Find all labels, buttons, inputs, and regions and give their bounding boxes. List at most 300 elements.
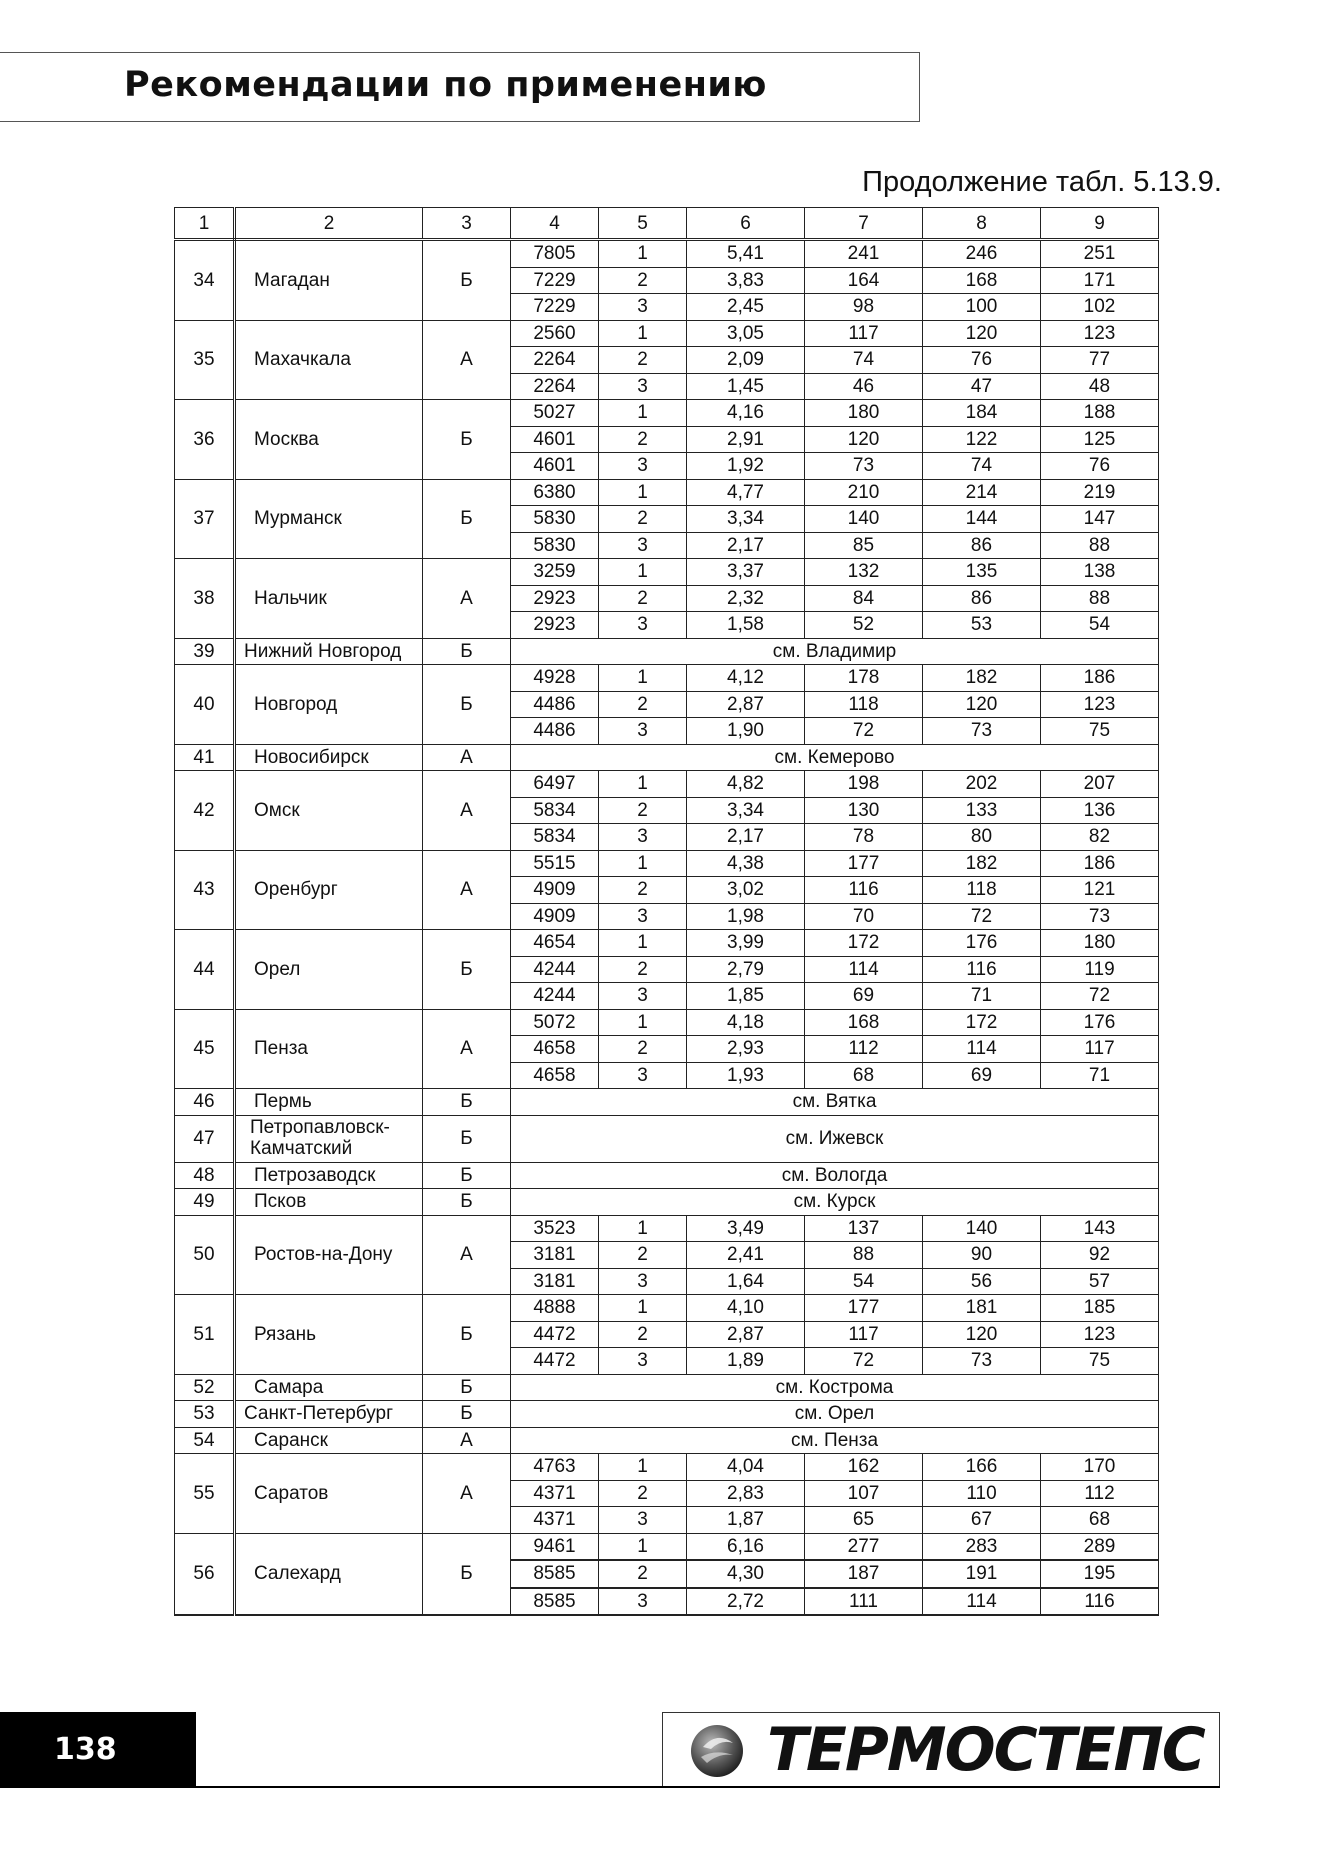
table-cell: 112: [805, 1036, 923, 1063]
table-cell: 69: [923, 1062, 1041, 1089]
table-cell: 88: [1041, 532, 1159, 559]
table-cell: 147: [1041, 506, 1159, 533]
table-cell: 135: [923, 559, 1041, 586]
table-cell: 1,89: [687, 1348, 805, 1375]
table-row: [175, 1089, 1159, 1116]
table-cell: 125: [1041, 426, 1159, 453]
table-cell: 111: [805, 1588, 923, 1616]
table-cell: 3523: [511, 1215, 599, 1242]
table-cell: 75: [1041, 718, 1159, 745]
table-cell: 2,83: [687, 1480, 805, 1507]
table-cell: 2: [599, 956, 687, 983]
table-cell: 116: [805, 877, 923, 904]
table-cell: 71: [923, 983, 1041, 1010]
table-cell: 2,41: [687, 1242, 805, 1269]
table-cell: 2: [599, 585, 687, 612]
column-header: 3: [423, 208, 511, 240]
table-cell: 1: [599, 1215, 687, 1242]
row-number: 43: [175, 850, 235, 930]
table-cell: 4763: [511, 1454, 599, 1481]
table-cell: 68: [1041, 1507, 1159, 1534]
column-header: 7: [805, 208, 923, 240]
table-cell: 171: [1041, 267, 1159, 294]
table-row: [175, 1189, 1159, 1216]
table-cell: 73: [805, 453, 923, 480]
table-cell: 77: [1041, 347, 1159, 374]
table-cell: 1: [599, 400, 687, 427]
table-cell: 86: [923, 532, 1041, 559]
table-row: [175, 744, 1159, 771]
table-cell: 110: [923, 1480, 1041, 1507]
city-category: Б: [423, 1089, 511, 1116]
table-cell: 4371: [511, 1480, 599, 1507]
table-cell: 3,34: [687, 506, 805, 533]
table-cell: 2: [599, 426, 687, 453]
table-cell: 2,45: [687, 294, 805, 321]
table-cell: 88: [1041, 585, 1159, 612]
city-category: Б: [423, 930, 511, 1010]
table-cell: 246: [923, 240, 1041, 268]
city-name: Орел: [235, 930, 423, 1010]
table-cell: 4,77: [687, 479, 805, 506]
table-cell: 3: [599, 1348, 687, 1375]
table-cell: 137: [805, 1215, 923, 1242]
table-cell: 112: [1041, 1480, 1159, 1507]
table-cell: 3,05: [687, 320, 805, 347]
table-cell: 219: [1041, 479, 1159, 506]
city-name: Омск: [235, 771, 423, 851]
table-cell: 120: [923, 1321, 1041, 1348]
brand-logo: [662, 1712, 1220, 1786]
brand-name: ТЕРМОСТЕПС: [767, 1715, 1204, 1785]
table-cell: 2,87: [687, 1321, 805, 1348]
table-cell: 114: [923, 1588, 1041, 1616]
table-cell: 72: [923, 903, 1041, 930]
row-number: 54: [175, 1427, 235, 1454]
table-header-row: [175, 208, 1159, 240]
table-cell: 191: [923, 1560, 1041, 1588]
column-header: 2: [235, 208, 423, 240]
table-cell: 195: [1041, 1560, 1159, 1588]
table-cell: 3,99: [687, 930, 805, 957]
city-category: А: [423, 1009, 511, 1089]
city-name: Саранск: [235, 1427, 423, 1454]
table-cell: 241: [805, 240, 923, 268]
table-cell: 2: [599, 347, 687, 374]
table-cell: 3: [599, 1268, 687, 1295]
table-cell: 1,98: [687, 903, 805, 930]
table-cell: 2264: [511, 347, 599, 374]
table-cell: 4,82: [687, 771, 805, 798]
city-name: Магадан: [235, 240, 423, 321]
city-category: Б: [423, 479, 511, 559]
table-cell: 198: [805, 771, 923, 798]
table-cell: 4486: [511, 718, 599, 745]
row-number: 55: [175, 1454, 235, 1534]
table-cell: 4486: [511, 691, 599, 718]
table-cell: 117: [805, 1321, 923, 1348]
table-cell: 130: [805, 797, 923, 824]
city-category: Б: [423, 1401, 511, 1428]
table-cell: 4,16: [687, 400, 805, 427]
table-cell: 120: [923, 320, 1041, 347]
city-category: А: [423, 559, 511, 639]
row-number: 34: [175, 240, 235, 321]
table-cell: 1: [599, 240, 687, 268]
table-cell: 3,34: [687, 797, 805, 824]
table-cell: 181: [923, 1295, 1041, 1322]
table-cell: 177: [805, 850, 923, 877]
table-cell: 72: [805, 1348, 923, 1375]
table-cell: 120: [805, 426, 923, 453]
table-cell: 1: [599, 1009, 687, 1036]
table-cell: 3,02: [687, 877, 805, 904]
city-category: Б: [423, 665, 511, 745]
table-cell: 117: [805, 320, 923, 347]
table-cell: 4,10: [687, 1295, 805, 1322]
table-cell: 52: [805, 612, 923, 639]
reference-cell: см. Вологда: [511, 1162, 1159, 1189]
table-cell: 2: [599, 1036, 687, 1063]
table-cell: 289: [1041, 1533, 1159, 1560]
city-name: Новосибирск: [235, 744, 423, 771]
row-number: 51: [175, 1295, 235, 1375]
table-cell: 8585: [511, 1560, 599, 1588]
table-row: [175, 638, 1159, 665]
table-cell: 57: [1041, 1268, 1159, 1295]
table-cell: 5834: [511, 824, 599, 851]
table-cell: 4,12: [687, 665, 805, 692]
table-cell: 88: [805, 1242, 923, 1269]
table-cell: 68: [805, 1062, 923, 1089]
table-cell: 1: [599, 1533, 687, 1560]
row-number: 46: [175, 1089, 235, 1116]
table-row: [175, 1533, 1159, 1560]
table-cell: 5072: [511, 1009, 599, 1036]
city-name: Петрозаводск: [235, 1162, 423, 1189]
row-number: 44: [175, 930, 235, 1010]
table-cell: 2560: [511, 320, 599, 347]
city-name: Новгород: [235, 665, 423, 745]
table-cell: 3: [599, 532, 687, 559]
data-table: [174, 207, 1159, 1616]
table-cell: 9461: [511, 1533, 599, 1560]
table-cell: 2: [599, 506, 687, 533]
table-cell: 177: [805, 1295, 923, 1322]
page-title: Рекомендации по применению: [124, 65, 767, 105]
table-cell: 114: [805, 956, 923, 983]
city-name: Махачкала: [235, 320, 423, 400]
table-cell: 70: [805, 903, 923, 930]
table-cell: 6,16: [687, 1533, 805, 1560]
table-cell: 54: [805, 1268, 923, 1295]
city-name: Саратов: [235, 1454, 423, 1534]
reference-cell: см. Вятка: [511, 1089, 1159, 1116]
city-category: Б: [423, 1189, 511, 1216]
table-cell: 71: [1041, 1062, 1159, 1089]
table-cell: 1: [599, 771, 687, 798]
table-row: [175, 1374, 1159, 1401]
table-cell: 4472: [511, 1321, 599, 1348]
city-name: Пермь: [235, 1089, 423, 1116]
table-cell: 5830: [511, 532, 599, 559]
table-cell: 186: [1041, 850, 1159, 877]
table-cell: 3,37: [687, 559, 805, 586]
table-cell: 1,90: [687, 718, 805, 745]
table-cell: 8585: [511, 1588, 599, 1616]
table-cell: 1,64: [687, 1268, 805, 1295]
table-row: [175, 850, 1159, 877]
reference-cell: см. Владимир: [511, 638, 1159, 665]
table-cell: 2923: [511, 612, 599, 639]
table-cell: 73: [1041, 903, 1159, 930]
table-cell: 182: [923, 665, 1041, 692]
table-cell: 120: [923, 691, 1041, 718]
table-cell: 123: [1041, 1321, 1159, 1348]
city-category: Б: [423, 1295, 511, 1375]
city-category: Б: [423, 1162, 511, 1189]
row-number: 45: [175, 1009, 235, 1089]
table-cell: 188: [1041, 400, 1159, 427]
row-number: 35: [175, 320, 235, 400]
table-cell: 136: [1041, 797, 1159, 824]
table-cell: 4371: [511, 1507, 599, 1534]
table-cell: 3: [599, 1588, 687, 1616]
table-cell: 7805: [511, 240, 599, 268]
table-cell: 180: [1041, 930, 1159, 957]
city-name: Самара: [235, 1374, 423, 1401]
table-cell: 4472: [511, 1348, 599, 1375]
table-cell: 86: [923, 585, 1041, 612]
table-cell: 2: [599, 877, 687, 904]
table-cell: 187: [805, 1560, 923, 1588]
city-name: Петропавловск-Камчатский: [235, 1115, 423, 1162]
table-cell: 140: [923, 1215, 1041, 1242]
table-cell: 2: [599, 1242, 687, 1269]
table-cell: 78: [805, 824, 923, 851]
row-number: 49: [175, 1189, 235, 1216]
city-name: Мурманск: [235, 479, 423, 559]
table-cell: 283: [923, 1533, 1041, 1560]
table-cell: 3: [599, 983, 687, 1010]
table-cell: 123: [1041, 691, 1159, 718]
reference-cell: см. Кемерово: [511, 744, 1159, 771]
table-cell: 2: [599, 267, 687, 294]
table-row: [175, 1427, 1159, 1454]
table-cell: 3181: [511, 1268, 599, 1295]
table-cell: 4658: [511, 1036, 599, 1063]
row-number: 36: [175, 400, 235, 480]
table-cell: 2,79: [687, 956, 805, 983]
city-name: Москва: [235, 400, 423, 480]
table-cell: 73: [923, 1348, 1041, 1375]
table-cell: 4244: [511, 983, 599, 1010]
city-category: Б: [423, 638, 511, 665]
table-cell: 1: [599, 850, 687, 877]
row-number: 42: [175, 771, 235, 851]
table-cell: 73: [923, 718, 1041, 745]
table-cell: 47: [923, 373, 1041, 400]
table-cell: 5027: [511, 400, 599, 427]
table-row: [175, 771, 1159, 798]
column-header: 9: [1041, 208, 1159, 240]
table-cell: 140: [805, 506, 923, 533]
table-cell: 4244: [511, 956, 599, 983]
table-cell: 80: [923, 824, 1041, 851]
row-number: 53: [175, 1401, 235, 1428]
table-cell: 3: [599, 612, 687, 639]
table-caption: Продолжение табл. 5.13.9.: [862, 166, 1222, 198]
table-cell: 164: [805, 267, 923, 294]
table-cell: 4,18: [687, 1009, 805, 1036]
table-cell: 277: [805, 1533, 923, 1560]
table-cell: 168: [923, 267, 1041, 294]
row-number: 40: [175, 665, 235, 745]
row-number: 56: [175, 1533, 235, 1615]
table-row: [175, 665, 1159, 692]
city-name: Псков: [235, 1189, 423, 1216]
footer-rule: [196, 1786, 1220, 1788]
page-number-box: [0, 1712, 196, 1788]
table-cell: 2,72: [687, 1588, 805, 1616]
table-cell: 98: [805, 294, 923, 321]
table-cell: 107: [805, 1480, 923, 1507]
table-cell: 3: [599, 294, 687, 321]
table-cell: 2,17: [687, 824, 805, 851]
table-cell: 100: [923, 294, 1041, 321]
table-row: [175, 240, 1159, 268]
table-cell: 48: [1041, 373, 1159, 400]
table-cell: 132: [805, 559, 923, 586]
table-cell: 6380: [511, 479, 599, 506]
table-cell: 4654: [511, 930, 599, 957]
city-name: Салехард: [235, 1533, 423, 1615]
row-number: 41: [175, 744, 235, 771]
table-cell: 2923: [511, 585, 599, 612]
table-cell: 2: [599, 1480, 687, 1507]
logo-icon: [689, 1723, 745, 1779]
table-cell: 69: [805, 983, 923, 1010]
table-cell: 162: [805, 1454, 923, 1481]
table-cell: 251: [1041, 240, 1159, 268]
table-cell: 1: [599, 479, 687, 506]
table-cell: 176: [1041, 1009, 1159, 1036]
table-cell: 4601: [511, 426, 599, 453]
table-cell: 65: [805, 1507, 923, 1534]
table-cell: 133: [923, 797, 1041, 824]
table-cell: 1: [599, 1295, 687, 1322]
table-cell: 118: [923, 877, 1041, 904]
table-cell: 123: [1041, 320, 1159, 347]
table-cell: 75: [1041, 1348, 1159, 1375]
table-row: [175, 400, 1159, 427]
table-cell: 82: [1041, 824, 1159, 851]
table-cell: 186: [1041, 665, 1159, 692]
table-row: [175, 479, 1159, 506]
table-row: [175, 1454, 1159, 1481]
city-name: Нижний Новгород: [235, 638, 423, 665]
column-header: 1: [175, 208, 235, 240]
table-cell: 56: [923, 1268, 1041, 1295]
city-name: Нальчик: [235, 559, 423, 639]
table-cell: 3,49: [687, 1215, 805, 1242]
table-row: [175, 930, 1159, 957]
table-cell: 168: [805, 1009, 923, 1036]
table-cell: 72: [805, 718, 923, 745]
table-cell: 1: [599, 930, 687, 957]
reference-cell: см. Орел: [511, 1401, 1159, 1428]
table-cell: 3: [599, 1062, 687, 1089]
table-cell: 202: [923, 771, 1041, 798]
table-cell: 182: [923, 850, 1041, 877]
table-cell: 3: [599, 718, 687, 745]
city-category: Б: [423, 1374, 511, 1401]
reference-cell: см. Курск: [511, 1189, 1159, 1216]
table-cell: 172: [923, 1009, 1041, 1036]
table-cell: 1,93: [687, 1062, 805, 1089]
table-cell: 166: [923, 1454, 1041, 1481]
table-cell: 138: [1041, 559, 1159, 586]
table-cell: 4909: [511, 903, 599, 930]
table-cell: 3,83: [687, 267, 805, 294]
table-cell: 3: [599, 1507, 687, 1534]
reference-cell: см. Пенза: [511, 1427, 1159, 1454]
row-number: 52: [175, 1374, 235, 1401]
table-cell: 143: [1041, 1215, 1159, 1242]
row-number: 39: [175, 638, 235, 665]
table-cell: 1,45: [687, 373, 805, 400]
city-name: Пенза: [235, 1009, 423, 1089]
table-cell: 119: [1041, 956, 1159, 983]
table-cell: 2: [599, 1321, 687, 1348]
table-cell: 178: [805, 665, 923, 692]
table-cell: 170: [1041, 1454, 1159, 1481]
table-cell: 3181: [511, 1242, 599, 1269]
city-category: Б: [423, 240, 511, 321]
table-cell: 180: [805, 400, 923, 427]
table-cell: 1,92: [687, 453, 805, 480]
table-row: [175, 1115, 1159, 1162]
table-cell: 74: [805, 347, 923, 374]
table-cell: 7229: [511, 294, 599, 321]
table-cell: 1,58: [687, 612, 805, 639]
table-cell: 1,87: [687, 1507, 805, 1534]
table-cell: 2,93: [687, 1036, 805, 1063]
city-category: А: [423, 850, 511, 930]
table-cell: 90: [923, 1242, 1041, 1269]
table-cell: 76: [923, 347, 1041, 374]
table-cell: 1: [599, 559, 687, 586]
column-header: 8: [923, 208, 1041, 240]
table-cell: 72: [1041, 983, 1159, 1010]
table-row: [175, 1009, 1159, 1036]
table-cell: 4601: [511, 453, 599, 480]
table-cell: 76: [1041, 453, 1159, 480]
table-cell: 3: [599, 903, 687, 930]
table-cell: 4888: [511, 1295, 599, 1322]
row-number: 47: [175, 1115, 235, 1162]
table-cell: 1: [599, 665, 687, 692]
table-cell: 46: [805, 373, 923, 400]
table-cell: 4,38: [687, 850, 805, 877]
city-category: Б: [423, 1533, 511, 1615]
table-cell: 1,85: [687, 983, 805, 1010]
city-category: А: [423, 771, 511, 851]
table-row: [175, 1215, 1159, 1242]
reference-cell: см. Ижевск: [511, 1115, 1159, 1162]
table-cell: 172: [805, 930, 923, 957]
table-cell: 67: [923, 1507, 1041, 1534]
